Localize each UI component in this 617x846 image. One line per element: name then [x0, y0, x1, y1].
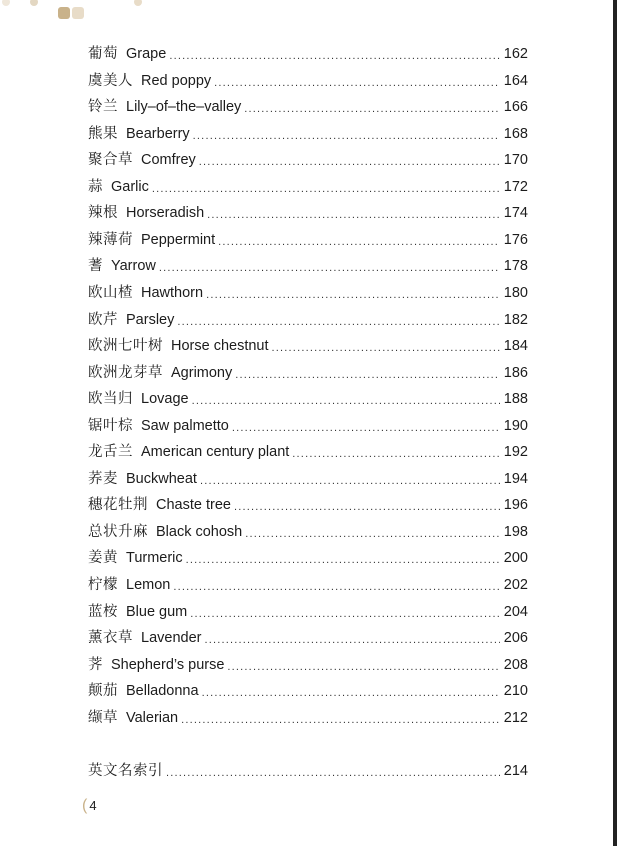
toc-entry[interactable] [88, 654, 528, 674]
dot-leader [169, 49, 499, 63]
entry-page-number: 182 [503, 311, 528, 328]
entry-english-name: Bearberry [126, 125, 190, 142]
entry-chinese-name: 虞美人 [88, 72, 133, 89]
toc-entry[interactable] [88, 362, 528, 382]
entry-chinese-name: 锯叶棕 [88, 417, 133, 434]
toc-entry[interactable] [88, 521, 528, 541]
index-label: 英文名索引 [88, 763, 163, 779]
dot-leader [272, 341, 500, 355]
toc-entry[interactable] [88, 229, 528, 249]
entry-chinese-name: 欧洲龙芽草 [88, 364, 163, 381]
toc-entry[interactable] [88, 494, 528, 514]
toc-entry[interactable] [88, 388, 528, 408]
dot-leader [193, 129, 500, 143]
page-number: ( 4 [82, 797, 97, 814]
entry-chinese-name: 蓝桉 [88, 603, 118, 620]
dot-leader [206, 288, 500, 302]
entry-page-number: 204 [503, 603, 528, 620]
entry-page-number: 196 [503, 497, 528, 514]
entry-chinese-name: 欧洲七叶树 [88, 338, 163, 355]
decorative-dots [0, 0, 160, 24]
dot-leader [166, 766, 500, 780]
entry-chinese-name: 欧当归 [88, 391, 133, 408]
dot-leader [190, 607, 500, 621]
toc-entry[interactable] [88, 309, 528, 329]
entry-english-name: Yarrow [111, 258, 156, 275]
entry-page-number: 174 [503, 205, 528, 222]
decor-dot [30, 0, 38, 6]
toc-entry[interactable] [88, 468, 528, 488]
decor-dot [134, 0, 142, 6]
dot-leader [202, 686, 500, 700]
entry-page-number: 184 [503, 338, 528, 355]
toc-entry[interactable] [88, 601, 528, 621]
entry-chinese-name: 熊果 [88, 125, 118, 142]
entry-page-number: 162 [503, 46, 528, 62]
entry-chinese-name: 辣根 [88, 205, 118, 222]
dot-leader [227, 660, 499, 674]
entry-english-name: Belladonna [126, 683, 199, 700]
entry-chinese-name: 颠茄 [88, 683, 118, 700]
toc-entry[interactable] [88, 627, 528, 647]
entry-english-name: Comfrey [141, 152, 196, 169]
dot-leader [159, 261, 500, 275]
entry-page-number: 170 [503, 152, 528, 169]
entry-english-name: Turmeric [126, 550, 183, 567]
entry-english-name: Black cohosh [156, 523, 243, 540]
entry-english-name: Lily–of–the–valley [126, 99, 242, 116]
toc-entry[interactable] [88, 415, 528, 435]
dot-leader [244, 102, 500, 116]
dot-leader [181, 713, 500, 727]
entry-english-name: Lovage [141, 391, 189, 408]
entry-page-number: 198 [503, 523, 528, 540]
entry-chinese-name: 薰衣草 [88, 630, 133, 647]
dot-leader [152, 182, 500, 196]
toc-entry[interactable] [88, 149, 528, 169]
dot-leader [292, 447, 500, 461]
entry-chinese-name: 蒜 [88, 178, 103, 195]
dot-leader [207, 208, 500, 222]
toc-entry[interactable] [88, 680, 528, 700]
entry-page-number: 166 [503, 99, 528, 116]
page-number-value: 4 [89, 798, 97, 813]
entry-chinese-name: 欧山楂 [88, 284, 133, 301]
dot-leader [199, 155, 500, 169]
entry-page-number: 164 [503, 72, 528, 89]
entry-english-name: Saw palmetto [141, 417, 229, 434]
toc-entry[interactable] [88, 123, 528, 143]
entry-chinese-name: 铃兰 [88, 99, 118, 116]
toc-entry[interactable] [88, 176, 528, 196]
entry-english-name: Grape [126, 46, 167, 62]
decor-square [58, 7, 70, 19]
entry-page-number: 180 [503, 284, 528, 301]
entry-english-name: Garlic [111, 178, 149, 195]
dot-leader [232, 421, 500, 435]
entry-chinese-name: 荞麦 [88, 470, 118, 487]
entry-page-number: 176 [503, 231, 528, 248]
entry-english-name: Lemon [126, 577, 171, 593]
entry-english-name: Lavender [141, 630, 202, 647]
entry-page-number: 172 [503, 178, 528, 195]
entry-page-number: 210 [503, 683, 528, 700]
entry-chinese-name: 欧芹 [88, 311, 118, 328]
entry-english-name: Buckwheat [126, 470, 197, 487]
dot-leader [218, 235, 500, 249]
entry-chinese-name: 聚合草 [88, 152, 133, 169]
entry-chinese-name: 荠 [88, 656, 103, 673]
entry-english-name: Shepherd’s purse [111, 656, 225, 673]
dot-leader [204, 633, 499, 647]
entry-page-number: 168 [503, 125, 528, 142]
toc-entry[interactable] [88, 547, 528, 567]
dot-leader [177, 315, 499, 329]
entry-chinese-name: 柠檬 [88, 577, 118, 593]
decor-square [72, 7, 84, 19]
entry-chinese-name: 葡萄 [88, 46, 118, 62]
dot-leader [214, 76, 500, 90]
entry-page-number: 178 [503, 258, 528, 275]
toc-entry[interactable] [88, 255, 528, 275]
entry-english-name: Horseradish [126, 205, 205, 222]
entry-page-number: 208 [503, 656, 528, 673]
entry-english-name: Chaste tree [156, 497, 231, 514]
decor-dot [2, 0, 10, 6]
index-page-number: 214 [503, 763, 528, 779]
entry-chinese-name: 龙舌兰 [88, 444, 133, 461]
entry-english-name: Blue gum [126, 603, 188, 620]
toc-entry[interactable] [88, 43, 528, 63]
entry-chinese-name: 蓍 [88, 258, 103, 275]
toc-entry[interactable] [88, 70, 528, 90]
dot-leader [186, 553, 500, 567]
entry-chinese-name: 辣薄荷 [88, 231, 133, 248]
toc-entry[interactable] [88, 335, 528, 355]
entry-english-name: Agrimony [171, 364, 233, 381]
toc-entry[interactable] [88, 574, 528, 594]
entry-english-name: Hawthorn [141, 284, 204, 301]
entry-page-number: 206 [503, 630, 528, 647]
page-edge [613, 0, 617, 846]
entry-english-name: American century plant [141, 444, 290, 461]
entry-page-number: 186 [503, 364, 528, 381]
entry-page-number: 194 [503, 470, 528, 487]
entry-english-name: Valerian [126, 709, 179, 726]
toc-entry[interactable] [88, 441, 528, 461]
entry-page-number: 192 [503, 444, 528, 461]
entry-chinese-name: 姜黄 [88, 550, 118, 567]
entry-page-number: 200 [503, 550, 528, 567]
dot-leader [173, 580, 499, 594]
entry-english-name: Peppermint [141, 231, 216, 248]
entry-page-number: 202 [503, 577, 528, 593]
entry-chinese-name: 穗花牡荆 [88, 497, 148, 514]
dot-leader [234, 500, 500, 514]
entry-page-number: 190 [503, 417, 528, 434]
dot-leader [200, 474, 500, 488]
entry-english-name: Red poppy [141, 72, 212, 89]
entry-page-number: 212 [503, 709, 528, 726]
entry-chinese-name: 总状升麻 [88, 523, 148, 540]
toc-entry[interactable] [88, 282, 528, 302]
entry-chinese-name: 缬草 [88, 709, 118, 726]
toc-entry[interactable] [88, 707, 528, 727]
dot-leader [192, 394, 500, 408]
toc-entry[interactable] [88, 96, 528, 116]
dot-leader [235, 368, 500, 382]
entry-english-name: Parsley [126, 311, 175, 328]
entry-english-name: Horse chestnut [171, 338, 269, 355]
toc-index-entry[interactable] [88, 760, 528, 780]
entry-page-number: 188 [503, 391, 528, 408]
toc-entry[interactable] [88, 202, 528, 222]
dot-leader [245, 527, 500, 541]
